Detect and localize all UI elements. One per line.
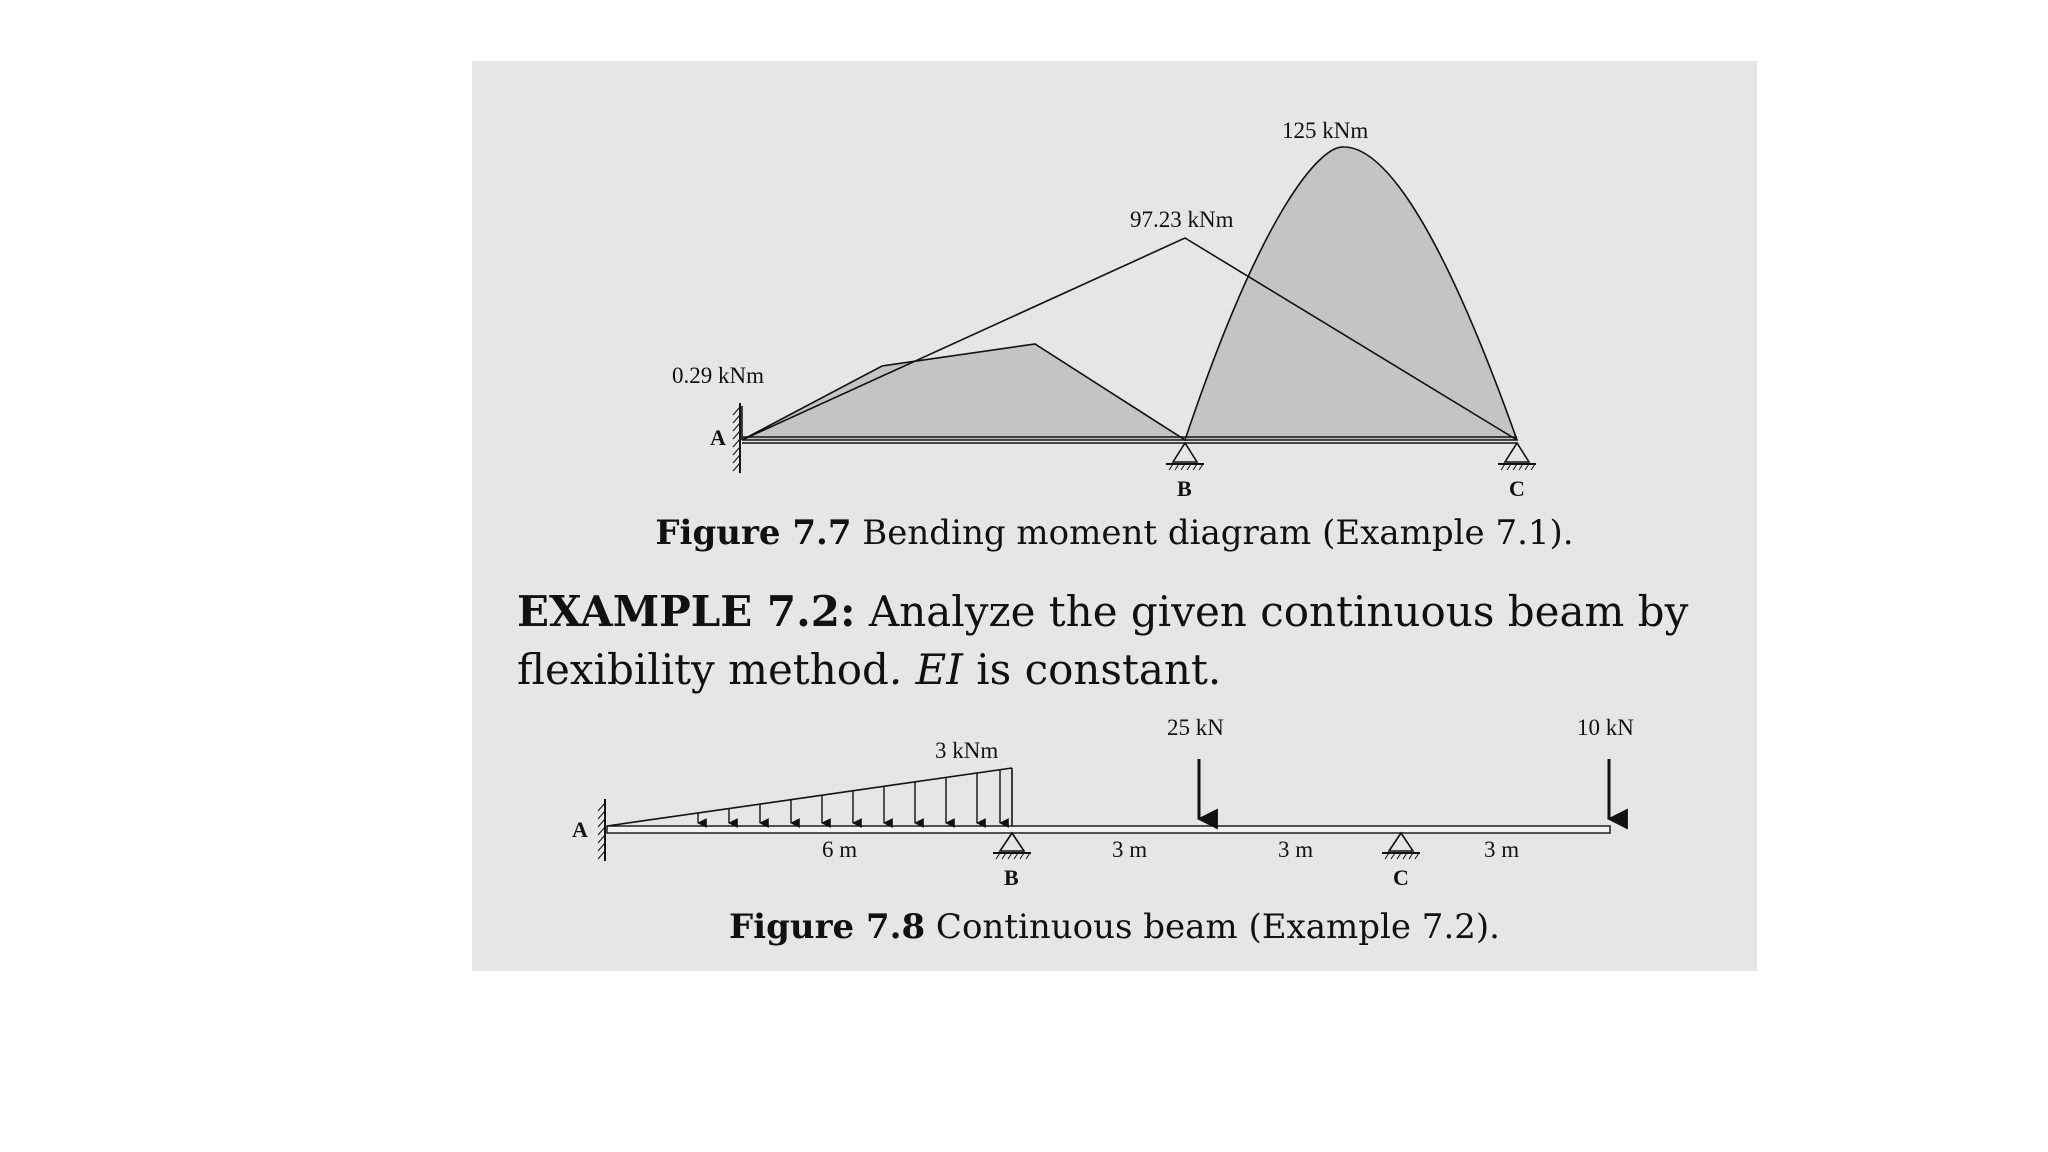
label-moment-max: 125 kNm	[1282, 118, 1369, 143]
label-span-c2: 3 m	[1484, 837, 1520, 862]
figure-7-7-number: Figure 7.7	[655, 513, 852, 553]
bm-region-ab	[742, 344, 1185, 440]
label-load-10kn: 10 kN	[1577, 715, 1634, 740]
label-support-a-7-8: A	[572, 817, 588, 842]
label-moment-a: 0.29 kNm	[672, 363, 764, 388]
example-text-2: .	[888, 645, 916, 694]
pin-support-b-7-7	[1166, 443, 1204, 470]
example-ei: EI	[915, 645, 963, 694]
figure-7-7-caption-text: Bending moment diagram (Example 7.1).	[851, 513, 1574, 553]
figure-7-7-caption	[472, 513, 1757, 553]
figure-7-8-caption-text: Continuous beam (Example 7.2).	[925, 907, 1500, 947]
label-moment-b: 97.23 kNm	[1130, 207, 1234, 232]
label-support-b-7-7: B	[1177, 476, 1192, 501]
label-support-c-7-8: C	[1393, 865, 1409, 890]
pin-support-c-7-8	[1382, 833, 1420, 859]
label-span-b1: 3 m	[1112, 837, 1148, 862]
beam-7-8	[607, 826, 1610, 833]
fixed-support-a-7-8	[598, 799, 605, 861]
figure-7-8-caption	[472, 907, 1757, 947]
label-span-1c: 3 m	[1278, 837, 1314, 862]
label-support-a-7-7: A	[710, 425, 726, 450]
pin-support-b-7-8	[993, 833, 1031, 859]
fixed-support-a-7-7	[733, 403, 740, 473]
label-support-b-7-8: B	[1004, 865, 1019, 890]
example-7-2-text	[517, 583, 1717, 699]
example-text-3: is constant.	[962, 645, 1222, 694]
figure-panel	[472, 61, 1757, 971]
label-span-ab: 6 m	[822, 837, 858, 862]
figure-7-8-number: Figure 7.8	[729, 907, 926, 947]
bending-moment-diagram	[742, 147, 1517, 440]
example-text-1: Analyze the given continuous beam by flexibility method	[517, 587, 1689, 694]
triangular-load	[607, 768, 1012, 826]
label-udl: 3 kNm	[935, 738, 999, 763]
example-heading: EXAMPLE 7.2:	[517, 587, 856, 636]
label-load-25kn: 25 kN	[1167, 715, 1224, 740]
bm-region-bc	[1185, 147, 1517, 440]
label-support-c-7-7: C	[1509, 476, 1525, 501]
pin-support-c-7-7	[1498, 443, 1536, 470]
